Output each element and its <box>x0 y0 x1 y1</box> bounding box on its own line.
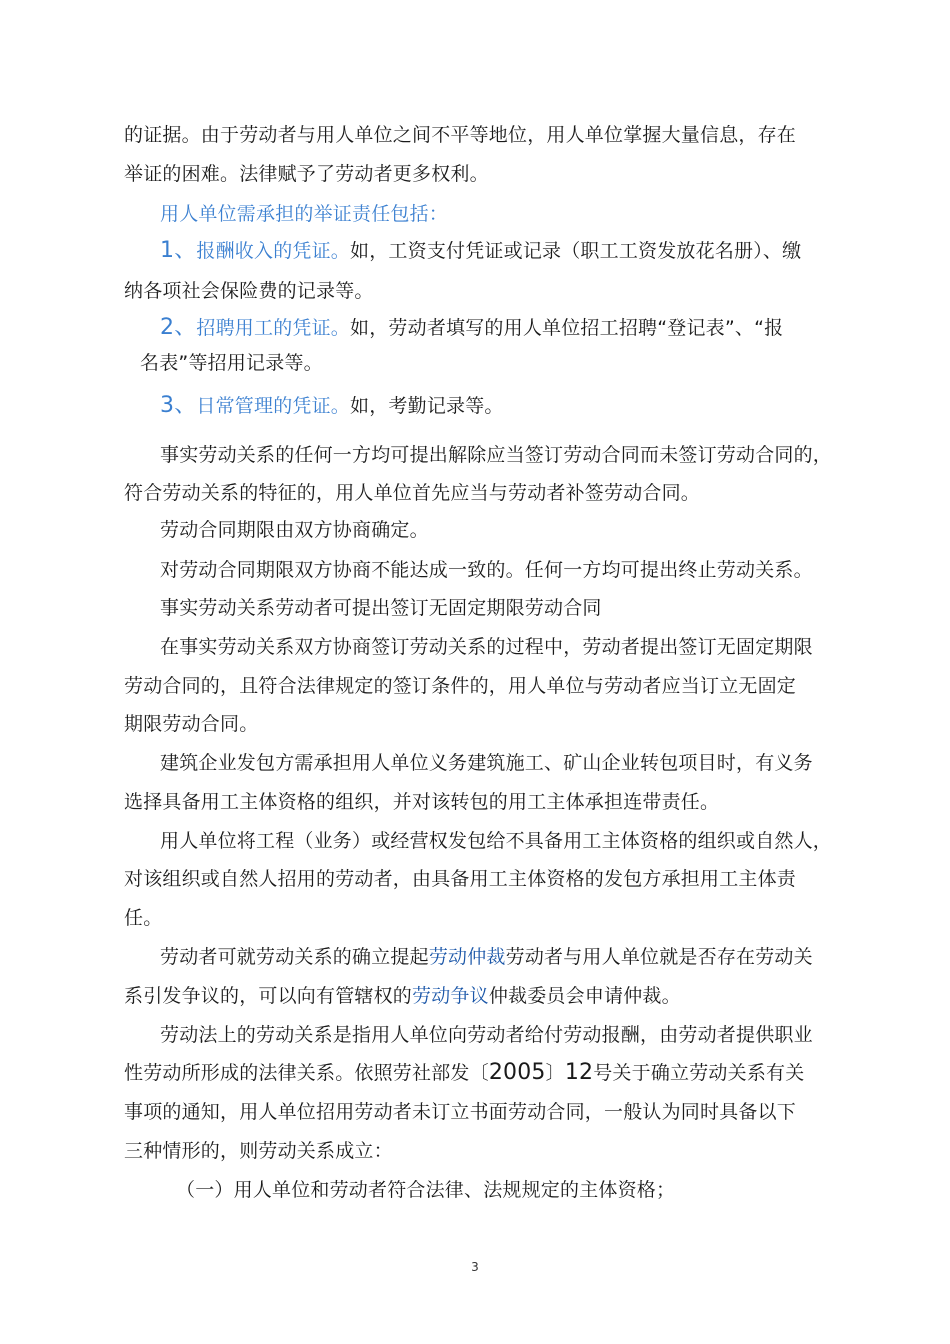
text-span: 〕 <box>545 1062 565 1084</box>
paragraph-line: 举证的困难。法律赋予了劳动者更多权利。 <box>124 163 489 185</box>
list-item-text: 如，劳动者填写的用人单位招工招聘“登记表”、“报 <box>350 317 784 339</box>
paragraph-line: 对劳动合同期限双方协商不能达成一致的。任何一方均可提出终止劳动关系。 <box>160 559 813 581</box>
paragraph-line: 在事实劳动关系双方协商签订劳动关系的过程中，劳动者提出签订无固定期限 <box>160 636 813 658</box>
paragraph-line: 选择具备用工主体资格的组织，并对该转包的用工主体承担连带责任。 <box>124 791 720 813</box>
paragraph-line: 劳动合同的，且符合法律规定的签订条件的，用人单位与劳动者应当订立无固定 <box>124 675 797 697</box>
list-item-3 <box>160 393 504 419</box>
paragraph-line <box>124 983 681 1009</box>
paragraph-line: 劳动合同期限由双方协商确定。 <box>160 519 429 541</box>
paragraph-line: 事项的通知，用人单位招用劳动者未订立书面劳动合同，一般认为同时具备以下 <box>124 1101 797 1123</box>
paragraph-line: 劳动法上的劳动关系是指用人单位向劳动者给付劳动报酬，由劳动者提供职业 <box>160 1024 813 1046</box>
list-item-title: 招聘用工的凭证。 <box>196 317 351 339</box>
document-year: 2005 <box>488 1060 546 1085</box>
text-span: 号关于确立劳动关系有关 <box>593 1062 805 1084</box>
paragraph-line: 建筑企业发包方需承担用人单位义务建筑施工、矿山企业转包项目时，有义务 <box>160 752 813 774</box>
paragraph-line: 事实劳动关系的任何一方均可提出解除应当签订劳动合同而未签订劳动合同的， <box>160 444 833 466</box>
list-item-title: 报酬收入的凭证。 <box>196 240 351 262</box>
paragraph-line: 的证据。由于劳动者与用人单位之间不平等地位，用人单位掌握大量信息，存在 <box>124 124 797 146</box>
paragraph-line: 任。 <box>124 907 163 929</box>
paragraph-line: 符合劳动关系的特征的，用人单位首先应当与劳动者补签劳动合同。 <box>124 482 701 504</box>
list-number: 3、 <box>160 393 197 418</box>
text-span: 劳动者可就劳动关系的确立提起 <box>160 946 429 968</box>
list-item-2 <box>160 315 783 341</box>
text-span: 劳动者与用人单位就是否存在劳动关 <box>505 946 813 968</box>
paragraph-line: 事实劳动关系劳动者可提出签订无固定期限劳动合同 <box>160 597 602 619</box>
list-item-title: 日常管理的凭证。 <box>196 395 351 417</box>
paragraph-line: 用人单位将工程（业务）或经营权发包给不具备用工主体资格的组织或自然人， <box>160 830 833 852</box>
paragraph-line <box>160 944 813 970</box>
list-number: 1、 <box>160 238 197 263</box>
paragraph-line: 对该组织或自然人招用的劳动者，由具备用工主体资格的发包方承担用工主体责 <box>124 868 797 890</box>
paragraph-line: （一）用人单位和劳动者符合法律、法规规定的主体资格； <box>176 1179 676 1201</box>
text-span: 系引发争议的，可以向有管辖权的 <box>124 985 413 1007</box>
list-item-text: 如，考勤记录等。 <box>350 395 504 417</box>
labor-arbitration-link[interactable]: 劳动仲裁 <box>428 946 506 968</box>
paragraph-line: 三种情形的，则劳动关系成立： <box>124 1140 393 1162</box>
paragraph-line: 期限劳动合同。 <box>124 713 259 735</box>
document-number: 12 <box>564 1060 594 1085</box>
list-number: 2、 <box>160 315 197 340</box>
list-item-text: 如，工资支付凭证或记录（职工工资发放花名册）、缴 <box>350 240 802 262</box>
paragraph-line: 名表”等招用记录等。 <box>140 352 323 374</box>
text-span: 性劳动所形成的法律关系。依照劳社部发〔 <box>124 1062 489 1084</box>
text-span: 仲裁委员会申请仲裁。 <box>488 985 681 1007</box>
paragraph-line: 纳各项社会保险费的记录等。 <box>124 280 374 302</box>
page-number: 3 <box>471 1260 479 1274</box>
labor-dispute-link[interactable]: 劳动争议 <box>412 985 489 1007</box>
burden-heading: 用人单位需承担的举证责任包括： <box>160 203 449 225</box>
paragraph-line <box>124 1060 804 1086</box>
list-item-1 <box>160 238 801 264</box>
